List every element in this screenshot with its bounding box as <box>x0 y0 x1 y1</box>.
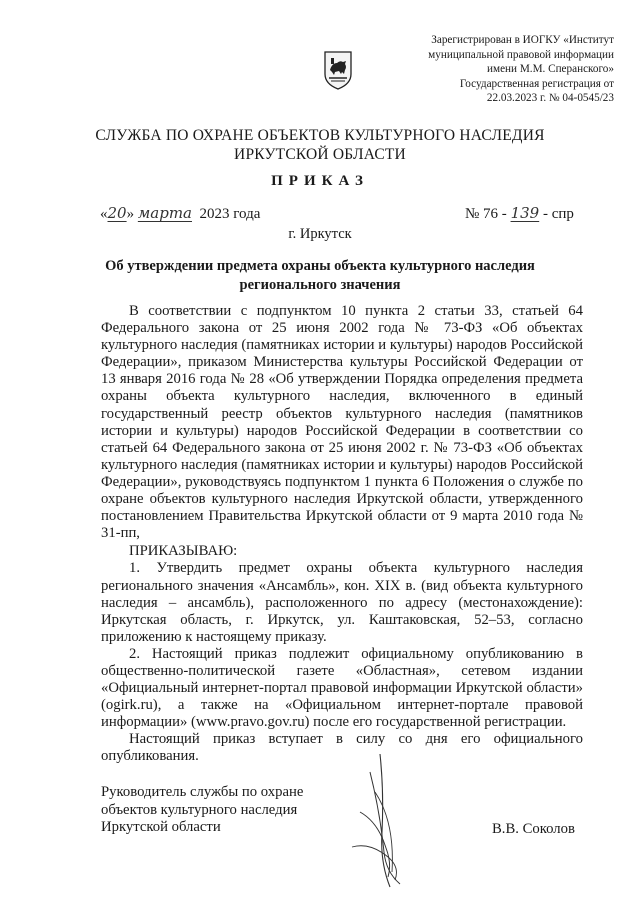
signatory-name: В.В. Соколов <box>492 821 575 837</box>
org-name-line2: ИРКУТСКОЙ ОБЛАСТИ <box>234 146 406 163</box>
document-number <box>465 204 574 223</box>
document-title <box>60 257 580 295</box>
registration-line: Государственная регистрация от <box>459 77 614 90</box>
date-quote-close: » <box>126 206 135 222</box>
order-word: ПРИКАЗЫВАЮ: <box>129 543 238 560</box>
position-line: Иркутской области <box>101 819 221 835</box>
position-line: объектов культурного наследия <box>101 801 298 818</box>
title-line2: регионального значения <box>239 277 401 293</box>
irkutsk-coat-of-arms-icon <box>323 50 353 90</box>
preamble-paragraph: В соответствии с подпунктом 10 пункта 2 статьи 33, статьей 64 Федерального закона от 25 июня 2002 года № 73-ФЗ «Об объектах культурного наследия (памятниках истории и культуры) народов Российской Федерации», приказом Министерства культуры Российской Федерации от 13 января 2016 года № 28 «Об утверждении Порядка определения предмета охраны объекта культурного наследия, включенного в единый государственный реестр объектов культурного наследия (памятников истории и культуры) народов Российской Федерации в соответствии со статьей 64 Федерального закона от 25 июня 2002 г. № 73-ФЗ «Об объектах культурного наследия (памятниках истории и культуры) народов Российской Федерации», руководствуясь подпунктом 1 пункта 6 Положения о службе по охране объектов культурного наследия Иркутской области, утвержденного постановлением Правительства Иркутской области от 9 марта 2010 года № 31-пп, <box>101 303 583 542</box>
signatory-position <box>101 784 303 837</box>
registration-line: имени М.М. Сперанского» <box>487 63 614 76</box>
date-month-handwritten: марта <box>137 204 192 222</box>
number-handwritten: 139 <box>510 204 540 222</box>
effective-paragraph: Настоящий приказ вступает в силу со дня его официального опубликования. <box>101 731 583 765</box>
document-body <box>101 303 583 766</box>
number-prefix: № 76 - <box>465 206 507 222</box>
city: г. Иркутск <box>288 226 352 242</box>
registration-line: муниципальной правовой информации <box>428 48 614 61</box>
registration-line: Зарегистрирован в ИОГКУ «Институт <box>431 34 614 46</box>
date-day-handwritten: 20 <box>107 204 127 222</box>
title-line1: Об утверждении предмета охраны объекта культурного наследия <box>105 258 535 274</box>
number-suffix: - спр <box>542 206 574 222</box>
order-item-1: 1. Утвердить предмет охраны объекта культурного наследия регионального значения «Ансамбль», кон. XIX в. (вид объекта культурного наследия – ансамбль), расположенного по адресу (местонахождение): Иркутская область, г. Иркутск, ул. Каштаковская, 52–53, согласно приложению к настоящему приказу. <box>101 560 583 645</box>
order-item-2: 2. Настоящий приказ подлежит официальному опубликованию в общественно-политической газете «Областная», сетевом издании «Официальный интернет-портал правовой информации Иркутской области» (ogirk.ru), а также на «Официальном интернет-портале правовой информации» (www.pravo.gov.ru) после его государственной регистрации. <box>101 645 583 731</box>
registration-line: 22.03.2023 г. № 04-0545/23 <box>486 92 614 105</box>
document-date <box>100 204 260 223</box>
handwritten-signature <box>340 752 420 892</box>
date-quote-open: « <box>100 206 108 222</box>
registration-note <box>384 33 614 106</box>
position-line: Руководитель службы по охране <box>101 784 304 800</box>
document-type: ПРИКАЗ <box>271 173 369 189</box>
org-name-line1: СЛУЖБА ПО ОХРАНЕ ОБЪЕКТОВ КУЛЬТУРНОГО НАСЛЕДИЯ <box>95 127 545 144</box>
date-year: 2023 года <box>199 206 261 222</box>
